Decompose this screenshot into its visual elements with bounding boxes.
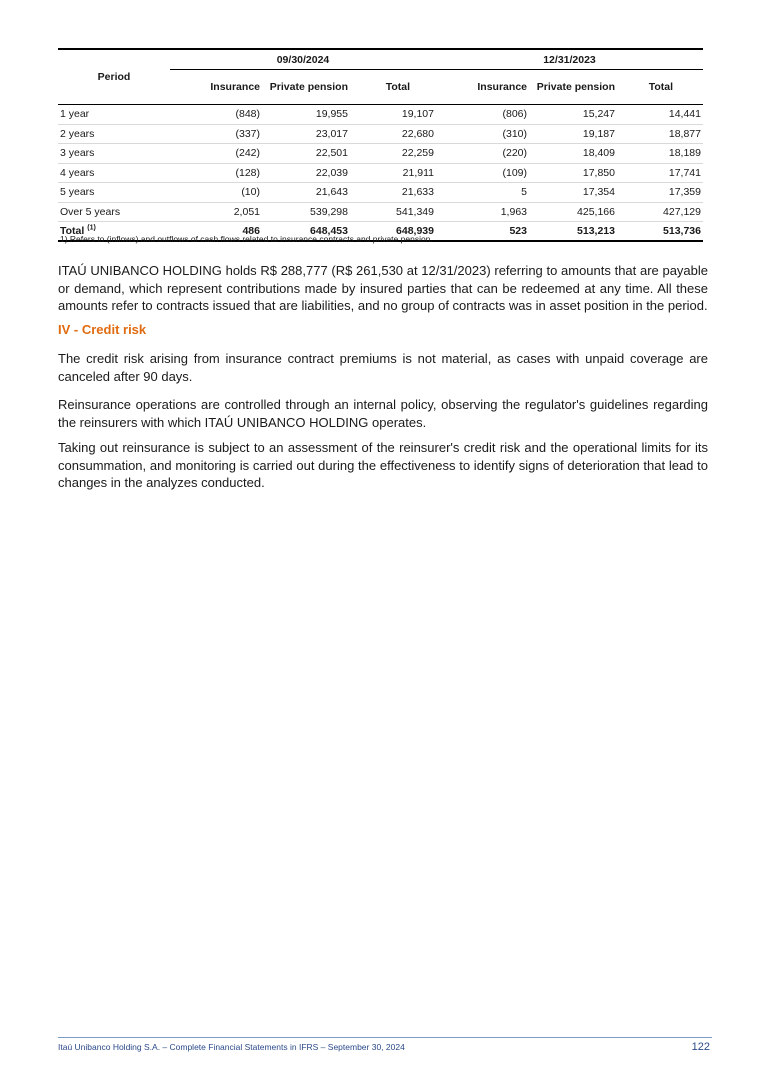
- total-2024: 541,349: [350, 202, 436, 222]
- total-2023: 14,441: [617, 105, 703, 125]
- private-pension-2023: 425,166: [529, 202, 617, 222]
- row-period: 1 year: [58, 105, 170, 125]
- col-insurance-2024: Insurance: [170, 70, 262, 105]
- insurance-2024: (848): [170, 105, 262, 125]
- total-insurance-2024: 486: [170, 222, 262, 242]
- table-row: [58, 183, 703, 203]
- total-private-pension-2023: 513,213: [529, 222, 617, 242]
- insurance-2023: (310): [436, 124, 529, 144]
- private-pension-2024: 21,643: [262, 183, 350, 203]
- private-pension-2024: 22,039: [262, 163, 350, 183]
- row-period: 3 years: [58, 144, 170, 164]
- total-2023: 18,877: [617, 124, 703, 144]
- insurance-2024: 2,051: [170, 202, 262, 222]
- row-period: 4 years: [58, 163, 170, 183]
- private-pension-2023: 17,850: [529, 163, 617, 183]
- private-pension-2024: 22,501: [262, 144, 350, 164]
- col-private-pension-2023: Private pension: [529, 70, 617, 105]
- table-row: [58, 202, 703, 222]
- insurance-2023: (109): [436, 163, 529, 183]
- insurance-2024: (128): [170, 163, 262, 183]
- row-period: Over 5 years: [58, 202, 170, 222]
- total-2024: 21,633: [350, 183, 436, 203]
- table-row: [58, 163, 703, 183]
- group-header-2024: 09/30/2024: [170, 49, 436, 70]
- private-pension-2023: 17,354: [529, 183, 617, 203]
- table-row: [58, 105, 703, 125]
- insurance-2023: 5: [436, 183, 529, 203]
- period-header: Period: [58, 49, 170, 105]
- insurance-2024: (337): [170, 124, 262, 144]
- paragraph-reinsurance-assessment: Taking out reinsurance is subject to an assessment of the reinsurer's credit risk and the operational limits for its consummation, and monitoring is carried out during the effectiveness to identify signs of deterioration that lead to changes in the analyzes conducted.: [58, 440, 708, 490]
- total-2023: 18,189: [617, 144, 703, 164]
- total-2023: 17,359: [617, 183, 703, 203]
- footer-text: Itaú Unibanco Holding S.A. – Complete Financial Statements in IFRS – September 30, 2024: [58, 1042, 405, 1052]
- insurance-2024: (242): [170, 144, 262, 164]
- section-heading-credit-risk: IV - Credit risk: [58, 322, 147, 337]
- private-pension-2024: 539,298: [262, 202, 350, 222]
- col-private-pension-2024: Private pension: [262, 70, 350, 105]
- col-insurance-2023: Insurance: [436, 70, 529, 105]
- table-row: [58, 144, 703, 164]
- private-pension-2023: 19,187: [529, 124, 617, 144]
- page-number: 122: [691, 1041, 710, 1053]
- insurance-2023: 1,963: [436, 202, 529, 222]
- total-note-marker: (1): [87, 224, 96, 232]
- cash-flow-maturity-table: [58, 48, 703, 242]
- total-total-2024: 648,939: [350, 222, 436, 242]
- row-period: 2 years: [58, 124, 170, 144]
- total-2024: 21,911: [350, 163, 436, 183]
- total-2024: 22,680: [350, 124, 436, 144]
- private-pension-2024: 23,017: [262, 124, 350, 144]
- paragraph-amounts-payable: ITAÚ UNIBANCO HOLDING holds R$ 288,777 (R$ 261,530 at 12/31/2023) referring to amounts that are payable or demand, which represent contributions made by insured parties that can be redeemed at any time. All these amounts refer to contracts issued that are liabilities, and no group of contracts was in asset position in the period.: [58, 263, 708, 313]
- col-total-2023: Total: [617, 70, 703, 105]
- table-row: [58, 124, 703, 144]
- total-2023: 17,741: [617, 163, 703, 183]
- paragraph-credit-risk: The credit risk arising from insurance contract premiums is not material, as cases with unpaid coverage are canceled after 90 days.: [58, 351, 708, 384]
- group-header-2023: 12/31/2023: [436, 49, 703, 70]
- total-private-pension-2024: 648,453: [262, 222, 350, 242]
- insurance-2023: (806): [436, 105, 529, 125]
- total-label-text: Total: [60, 225, 85, 237]
- footer-divider: [58, 1037, 712, 1038]
- total-insurance-2023: 523: [436, 222, 529, 242]
- paragraph-reinsurance-operations: Reinsurance operations are controlled through an internal policy, observing the regulator's guidelines regarding the reinsurers with which ITAÚ UNIBANCO HOLDING operates.: [58, 397, 708, 430]
- row-period: 5 years: [58, 183, 170, 203]
- insurance-2023: (220): [436, 144, 529, 164]
- private-pension-2023: 18,409: [529, 144, 617, 164]
- total-total-2023: 513,736: [617, 222, 703, 242]
- private-pension-2023: 15,247: [529, 105, 617, 125]
- table-footnote: 1) Refers to (inflows) and outflows of cash flows related to insurance contracts and private pension.: [60, 234, 433, 244]
- total-2024: 22,259: [350, 144, 436, 164]
- insurance-2024: (10): [170, 183, 262, 203]
- private-pension-2024: 19,955: [262, 105, 350, 125]
- total-2024: 19,107: [350, 105, 436, 125]
- col-total-2024: Total: [350, 70, 436, 105]
- total-2023: 427,129: [617, 202, 703, 222]
